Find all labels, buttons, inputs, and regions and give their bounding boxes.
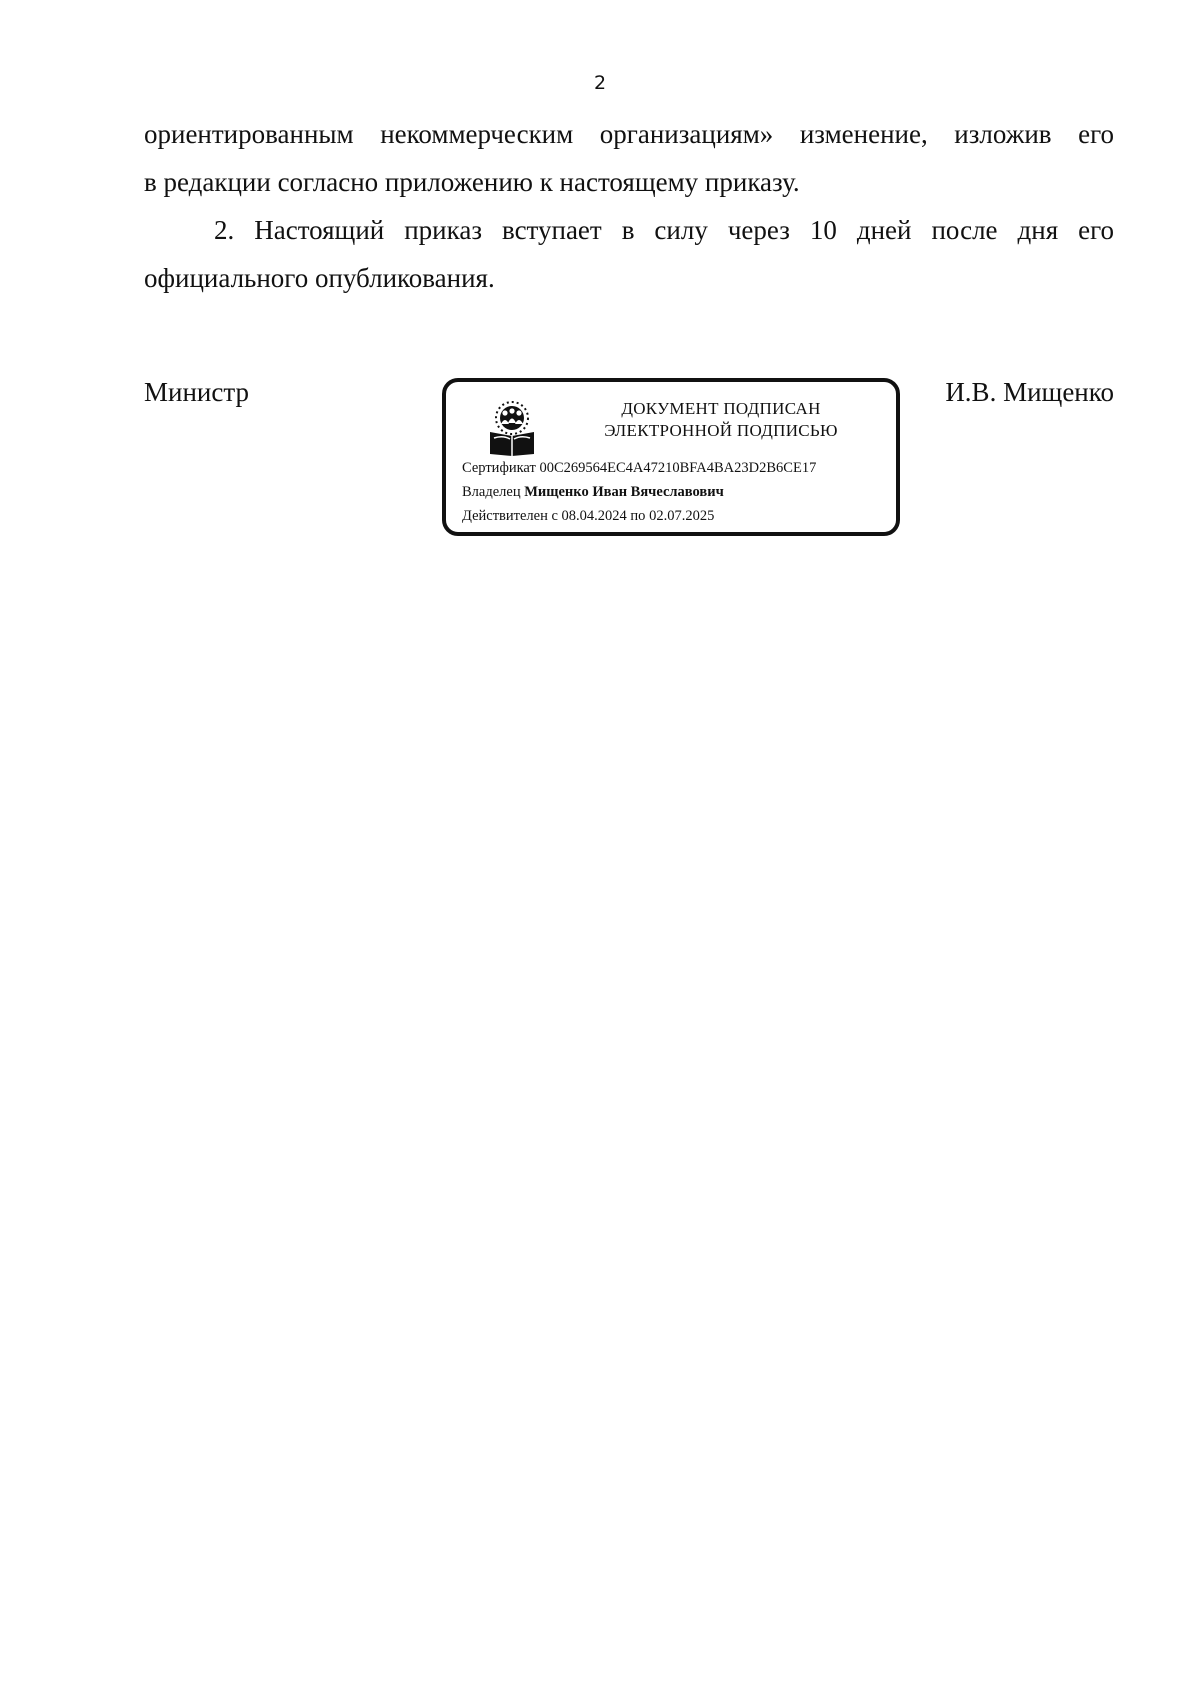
signer-name: И.В. Мищенко (945, 377, 1114, 407)
valid-from-date: 08.04.2024 (561, 508, 627, 524)
valid-to-label: по (630, 508, 646, 524)
certificate-number: 00C269564EC4A47210BFA4BA23D2B6CE17 (539, 460, 817, 476)
stamp-header-line: ДОКУМЕНТ ПОДПИСАН (621, 399, 821, 418)
electronic-signature-stamp (442, 378, 900, 536)
stamp-certificate-line (462, 458, 816, 478)
stamp-validity-line (462, 506, 714, 526)
paragraph-line: официального опубликования. (144, 263, 495, 293)
certificate-label: Сертификат (462, 460, 536, 476)
paragraph-line: в редакции согласно приложению к настоящему приказу. (144, 167, 800, 197)
stamp-header-line: ЭЛЕКТРОННОЙ ПОДПИСЬЮ (604, 421, 838, 440)
owner-name: Мищенко Иван Вячеславович (524, 484, 724, 500)
owner-label: Владелец (462, 484, 521, 500)
paragraph-effective-date (144, 206, 1114, 302)
paragraph-line: ориентированным некоммерческим организациям» изменение, изложив его (144, 119, 1114, 149)
paragraph-line: 2. Настоящий приказ вступает в силу через 10 дней после дня его (214, 215, 1114, 245)
paragraph-continuation (144, 110, 1114, 206)
stamp-header (556, 398, 886, 442)
valid-label: Действителен с (462, 508, 558, 524)
stamp-owner-line (462, 482, 724, 502)
valid-to-date: 02.07.2025 (649, 508, 715, 524)
page-number: 2 (593, 72, 607, 94)
coat-of-arms-icon (484, 398, 540, 458)
signer-position: Министр (144, 377, 249, 407)
